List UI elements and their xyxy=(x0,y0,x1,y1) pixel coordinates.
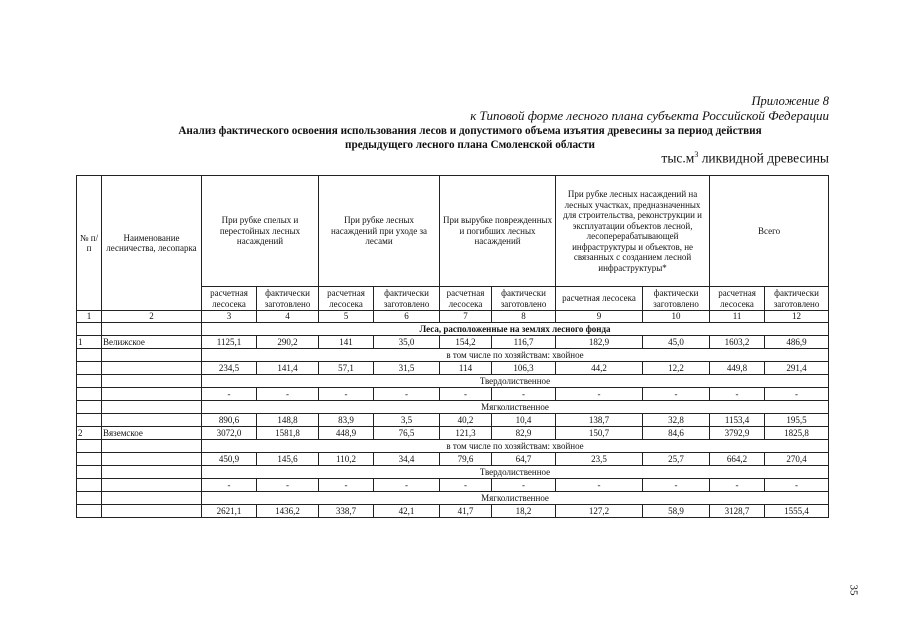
column-number: 9 xyxy=(556,311,643,323)
value-cell: 3792,9 xyxy=(710,427,765,440)
column-number: 12 xyxy=(765,311,829,323)
units-superscript: 3 xyxy=(694,150,699,159)
softwood-row xyxy=(77,505,829,518)
conifer-label: в том числе по хозяйствам: хвойное xyxy=(202,440,829,453)
column-number: 6 xyxy=(374,311,440,323)
document-title xyxy=(60,124,880,152)
section-title: Леса, расположенные на землях лесного фонда xyxy=(202,323,829,336)
empty-cell xyxy=(77,362,102,375)
value-cell: 64,7 xyxy=(492,453,556,466)
header-group-mature: При рубке спелых и перестойных лесных насаждений xyxy=(202,176,319,287)
empty-cell xyxy=(77,440,102,453)
subheader-row xyxy=(77,466,829,479)
forestry-total-row xyxy=(77,427,829,440)
value-cell: 41,7 xyxy=(440,505,492,518)
value-cell: - xyxy=(556,388,643,401)
value-cell: 25,7 xyxy=(643,453,710,466)
value-cell: - xyxy=(492,388,556,401)
value-cell: 42,1 xyxy=(374,505,440,518)
value-cell: 110,2 xyxy=(319,453,374,466)
empty-cell xyxy=(102,375,202,388)
value-cell: - xyxy=(710,388,765,401)
value-cell: 290,2 xyxy=(257,336,319,349)
empty-cell xyxy=(102,323,202,336)
header-group-total: Всего xyxy=(710,176,829,287)
empty-cell xyxy=(102,388,202,401)
value-cell: - xyxy=(710,479,765,492)
empty-cell xyxy=(77,349,102,362)
units-suffix: ликвидной древесины xyxy=(698,150,829,166)
table-body xyxy=(77,336,829,518)
empty-cell xyxy=(102,466,202,479)
value-cell: 35,0 xyxy=(374,336,440,349)
value-cell: 141 xyxy=(319,336,374,349)
value-cell: - xyxy=(202,479,257,492)
column-number: 10 xyxy=(643,311,710,323)
value-cell: 195,5 xyxy=(765,414,829,427)
forestry-name: Вяземское xyxy=(102,427,202,440)
title-line-1: Анализ фактического освоения использования лесов и допустимого объема изъятия древесины за период действия xyxy=(178,125,762,137)
column-number: 8 xyxy=(492,311,556,323)
units-prefix: тыс.м xyxy=(661,150,695,166)
appendix-reference: к Типовой форме лесного плана субъекта Российской Федерации xyxy=(470,108,829,123)
value-cell: 23,5 xyxy=(556,453,643,466)
softwood-label: Мягколиственное xyxy=(202,401,829,414)
value-cell: 79,6 xyxy=(440,453,492,466)
column-number: 11 xyxy=(710,311,765,323)
value-cell: 3072,0 xyxy=(202,427,257,440)
hardwood-row xyxy=(77,479,829,492)
subheader-row xyxy=(77,492,829,505)
value-cell: 10,4 xyxy=(492,414,556,427)
subheader-row xyxy=(77,401,829,414)
value-cell: 1436,2 xyxy=(257,505,319,518)
header-group-damaged: При вырубке поврежденных и погибших лесных насаждений xyxy=(440,176,556,287)
header-col-name: Наименование лесничества, лесопарка xyxy=(102,176,202,311)
empty-cell xyxy=(77,466,102,479)
header-col-no: № п/п xyxy=(77,176,102,311)
empty-cell xyxy=(102,492,202,505)
value-cell: - xyxy=(374,479,440,492)
value-cell: 34,4 xyxy=(374,453,440,466)
value-cell: 1153,4 xyxy=(710,414,765,427)
value-cell: 148,8 xyxy=(257,414,319,427)
value-cell: 3,5 xyxy=(374,414,440,427)
column-number: 4 xyxy=(257,311,319,323)
value-cell: 114 xyxy=(440,362,492,375)
subheader-calc: расчетная лесосека xyxy=(202,287,257,311)
subheader-row xyxy=(77,375,829,388)
value-cell: 1603,2 xyxy=(710,336,765,349)
value-cell: - xyxy=(257,388,319,401)
value-cell: 32,8 xyxy=(643,414,710,427)
subheader-row xyxy=(77,440,829,453)
value-cell: 31,5 xyxy=(374,362,440,375)
value-cell: 664,2 xyxy=(710,453,765,466)
value-cell: 182,9 xyxy=(556,336,643,349)
hardwood-row xyxy=(77,388,829,401)
title-line-2: предыдущего лесного плана Смоленской области xyxy=(345,139,595,151)
value-cell: 82,9 xyxy=(492,427,556,440)
units-label xyxy=(661,150,829,167)
conifer-row xyxy=(77,453,829,466)
value-cell: - xyxy=(440,388,492,401)
empty-cell xyxy=(77,323,102,336)
conifer-row xyxy=(77,362,829,375)
value-cell: - xyxy=(492,479,556,492)
empty-cell xyxy=(77,505,102,518)
value-cell: 338,7 xyxy=(319,505,374,518)
row-number: 1 xyxy=(77,336,102,349)
empty-cell xyxy=(77,401,102,414)
value-cell: 234,5 xyxy=(202,362,257,375)
value-cell: 1581,8 xyxy=(257,427,319,440)
value-cell: - xyxy=(765,388,829,401)
column-number: 2 xyxy=(102,311,202,323)
softwood-row xyxy=(77,414,829,427)
value-cell: 291,4 xyxy=(765,362,829,375)
value-cell: 1555,4 xyxy=(765,505,829,518)
value-cell: - xyxy=(374,388,440,401)
value-cell: 2621,1 xyxy=(202,505,257,518)
subheader-row xyxy=(77,349,829,362)
value-cell: 486,9 xyxy=(765,336,829,349)
analysis-table xyxy=(76,175,829,518)
empty-cell xyxy=(77,414,102,427)
empty-cell xyxy=(77,453,102,466)
value-cell: 58,9 xyxy=(643,505,710,518)
value-cell: 12,2 xyxy=(643,362,710,375)
value-cell: 150,7 xyxy=(556,427,643,440)
value-cell: 270,4 xyxy=(765,453,829,466)
empty-cell xyxy=(102,362,202,375)
value-cell: 3128,7 xyxy=(710,505,765,518)
value-cell: 45,0 xyxy=(643,336,710,349)
value-cell: 18,2 xyxy=(492,505,556,518)
value-cell: 116,7 xyxy=(492,336,556,349)
value-cell: 1825,8 xyxy=(765,427,829,440)
header-group-infrastructure: При рубке лесных насаждений на лесных участках, предназначенных для строительства, реконструкции и эксплуатации объектов лесной, лесоперерабатывающей инфраструктуры и объектов, не связанных с созданием лесной инфраструктуры* xyxy=(556,176,710,287)
value-cell: 83,9 xyxy=(319,414,374,427)
empty-cell xyxy=(77,492,102,505)
value-cell: 449,8 xyxy=(710,362,765,375)
forestry-name: Велижское xyxy=(102,336,202,349)
header-group-care: При рубке лесных насаждений при уходе за лесами xyxy=(319,176,440,287)
value-cell: 127,2 xyxy=(556,505,643,518)
value-cell: 44,2 xyxy=(556,362,643,375)
header-row-groups xyxy=(77,176,829,287)
empty-cell xyxy=(77,388,102,401)
forestry-total-row xyxy=(77,336,829,349)
empty-cell xyxy=(102,479,202,492)
column-number: 7 xyxy=(440,311,492,323)
subheader-actual: фактически заготовлено xyxy=(374,287,440,311)
value-cell: - xyxy=(319,479,374,492)
empty-cell xyxy=(77,479,102,492)
column-number: 1 xyxy=(77,311,102,323)
value-cell: 890,6 xyxy=(202,414,257,427)
value-cell: 121,3 xyxy=(440,427,492,440)
value-cell: - xyxy=(643,388,710,401)
empty-cell xyxy=(102,349,202,362)
value-cell: 448,9 xyxy=(319,427,374,440)
subheader-calc: расчетная лесосека xyxy=(440,287,492,311)
value-cell: 154,2 xyxy=(440,336,492,349)
value-cell: - xyxy=(765,479,829,492)
empty-cell xyxy=(102,453,202,466)
empty-cell xyxy=(102,401,202,414)
subheader-calc: расчетная лесосека xyxy=(556,287,643,311)
value-cell: - xyxy=(440,479,492,492)
value-cell: - xyxy=(319,388,374,401)
value-cell: 57,1 xyxy=(319,362,374,375)
empty-cell xyxy=(102,414,202,427)
page-number: 35 xyxy=(847,584,860,596)
hardwood-label: Твердолиственное xyxy=(202,375,829,388)
subheader-actual: фактически заготовлено xyxy=(257,287,319,311)
subheader-calc: расчетная лесосека xyxy=(319,287,374,311)
subheader-actual: фактически заготовлено xyxy=(765,287,829,311)
appendix-label: Приложение 8 xyxy=(751,94,829,108)
conifer-label: в том числе по хозяйствам: хвойное xyxy=(202,349,829,362)
value-cell: 138,7 xyxy=(556,414,643,427)
value-cell: 40,2 xyxy=(440,414,492,427)
column-number: 5 xyxy=(319,311,374,323)
softwood-label: Мягколиственное xyxy=(202,492,829,505)
value-cell: - xyxy=(257,479,319,492)
subheader-actual: фактически заготовлено xyxy=(492,287,556,311)
value-cell: - xyxy=(643,479,710,492)
value-cell: 106,3 xyxy=(492,362,556,375)
value-cell: - xyxy=(202,388,257,401)
value-cell: 84,6 xyxy=(643,427,710,440)
value-cell: 145,6 xyxy=(257,453,319,466)
value-cell: 450,9 xyxy=(202,453,257,466)
empty-cell xyxy=(102,440,202,453)
section-row xyxy=(77,323,829,336)
value-cell: 1125,1 xyxy=(202,336,257,349)
column-number-row xyxy=(77,311,829,323)
subheader-actual: фактически заготовлено xyxy=(643,287,710,311)
empty-cell xyxy=(77,375,102,388)
subheader-calc: расчетная лесосека xyxy=(710,287,765,311)
row-number: 2 xyxy=(77,427,102,440)
value-cell: 76,5 xyxy=(374,427,440,440)
value-cell: - xyxy=(556,479,643,492)
value-cell: 141,4 xyxy=(257,362,319,375)
empty-cell xyxy=(102,505,202,518)
hardwood-label: Твердолиственное xyxy=(202,466,829,479)
column-number: 3 xyxy=(202,311,257,323)
